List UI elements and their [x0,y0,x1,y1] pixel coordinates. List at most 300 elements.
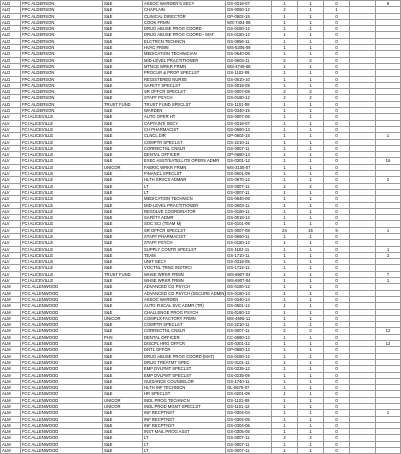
table-cell[interactable]: 1 [298,215,324,221]
table-cell[interactable]: DRUG ABUSE PROG COORD - MAT [143,32,226,38]
table-cell[interactable]: MTNCE WRKR FRMN [143,63,226,69]
table-cell[interactable]: CH PHARMACIST [143,126,226,132]
table-cell[interactable]: GP-0602-15 [226,133,272,139]
table-cell[interactable]: ALM [1,366,21,372]
table-cell[interactable]: S&E [103,359,143,365]
table-cell[interactable]: FPC ALDERSON [21,51,103,57]
table-cell[interactable]: 2 [298,57,324,63]
table-cell[interactable]: 1 [298,32,324,38]
table-cell[interactable]: 1 [272,126,298,132]
table-cell[interactable]: GS-0007-11 [226,189,272,195]
table-cell[interactable]: 0 [324,341,350,347]
table-cell[interactable]: 0 [324,202,350,208]
table-cell[interactable]: FPC ALDERSON [21,70,103,76]
table-cell[interactable]: ALM [1,397,21,403]
table-cell[interactable]: FCC ALLENWOOD [21,385,103,391]
table-cell[interactable]: 1 [272,19,298,25]
table-cell[interactable]: FPC ALDERSON [21,101,103,107]
table-cell[interactable]: 0 [324,45,350,51]
table-cell[interactable]: COMPTR SPECLST [143,139,226,145]
table-cell[interactable]: ALM [1,341,21,347]
table-cell[interactable]: FCI ALICEVILLE [21,227,103,233]
table-cell[interactable]: GS-0856-11 [226,38,272,44]
table-cell[interactable]: CAPTAIN'S SECY [143,120,226,126]
table-cell[interactable]: GS-1740-11 [226,378,272,384]
table-cell[interactable]: 1 [298,353,324,359]
table-cell[interactable]: 1 [298,101,324,107]
table-cell[interactable]: DRUG ABUSE PROG COORD (MAT) [143,353,226,359]
table-cell[interactable]: 1 [376,133,401,139]
table-cell[interactable]: GS-1710-11 [226,252,272,258]
table-cell[interactable]: S&E [103,296,143,302]
table-cell[interactable]: 2 [298,89,324,95]
table-cell[interactable]: 1 [272,76,298,82]
table-cell[interactable]: ALM [1,410,21,416]
table-cell[interactable]: 1 [298,126,324,132]
table-cell[interactable]: GS-0180-12 [226,240,272,246]
table-cell[interactable]: GS-0318-07 [226,1,272,7]
table-cell[interactable]: ASSOC WARDEN [143,296,226,302]
table-cell[interactable]: FPC ALDERSON [21,13,103,19]
table-cell[interactable]: 1 [298,152,324,158]
table-cell[interactable]: INF RECPTNST [143,416,226,422]
table-cell[interactable]: 1 [298,391,324,397]
table-cell[interactable]: 0 [324,410,350,416]
table-cell[interactable]: 1 [298,63,324,69]
table-cell[interactable]: TEAM [143,252,226,258]
table-cell[interactable]: RESOLVE COORDINATOR [143,208,226,214]
table-cell[interactable]: ALM [1,385,21,391]
table-cell[interactable]: ALV [1,208,21,214]
table-cell[interactable]: 1 [298,315,324,321]
table-cell[interactable]: 1 [298,265,324,271]
table-cell[interactable]: 0 [324,265,350,271]
table-cell[interactable]: WS-7404-08 [226,19,272,25]
table-cell[interactable]: S&E [103,171,143,177]
table-cell[interactable]: 2 [272,183,298,189]
table-cell[interactable]: S&E [103,177,143,183]
table-cell[interactable]: FCC ALLENWOOD [21,347,103,353]
table-cell[interactable]: 1 [272,359,298,365]
table-cell[interactable]: FPC ALDERSON [21,7,103,13]
table-cell[interactable]: 0 [324,385,350,391]
table-cell[interactable]: LT [143,448,226,454]
table-cell[interactable]: FPC ALDERSON [21,1,103,7]
table-cell[interactable]: UNICOR [103,315,143,321]
table-cell[interactable]: 1 [298,26,324,32]
table-cell[interactable]: 12 [376,328,401,334]
table-cell[interactable]: FPC ALDERSON [21,38,103,44]
table-cell[interactable]: FCC ALLENWOOD [21,334,103,340]
table-cell[interactable]: ALV [1,177,21,183]
table-cell[interactable]: PROCUR & PROP SPECLST [143,70,226,76]
table-cell[interactable]: 1 [376,410,401,416]
table-cell[interactable]: 2 [376,252,401,258]
table-cell[interactable]: DENTAL OFFICER [143,334,226,340]
table-cell[interactable]: 2 [298,183,324,189]
table-cell[interactable]: 1 [272,70,298,76]
table-cell[interactable]: GS-0235-09 [226,372,272,378]
table-cell[interactable]: 1 [298,158,324,164]
table-cell[interactable]: 1 [298,233,324,239]
table-cell[interactable]: GS-0610-10 [226,76,272,82]
table-cell[interactable]: S&E [103,63,143,69]
table-cell[interactable]: 0 [324,315,350,321]
table-cell[interactable]: WS-6907-04 [226,278,272,284]
table-cell[interactable]: LT [143,183,226,189]
table-cell[interactable]: 1 [272,63,298,69]
table-cell[interactable]: S&E [103,372,143,378]
table-cell[interactable]: GS-0603-11 [226,202,272,208]
table-cell[interactable]: FCC ALLENWOOD [21,404,103,410]
table-cell[interactable]: ALV [1,120,21,126]
table-cell[interactable]: 1 [272,416,298,422]
table-cell[interactable]: 0 [324,70,350,76]
table-cell[interactable]: COOK FRMN [143,19,226,25]
table-cell[interactable]: GS-0007-11 [226,328,272,334]
table-cell[interactable]: 1 [376,246,401,252]
table-cell[interactable]: ALM [1,391,21,397]
table-cell[interactable]: FCC ALLENWOOD [21,410,103,416]
table-cell[interactable]: GS-1101-12 [226,404,272,410]
table-cell[interactable]: ALM [1,441,21,447]
table-cell[interactable]: 1 [272,309,298,315]
table-cell[interactable]: SAFETY SPECLST [143,82,226,88]
table-cell[interactable]: 0 [324,429,350,435]
table-cell[interactable]: S&E [103,303,143,309]
table-cell[interactable]: 1 [272,372,298,378]
table-cell[interactable]: FCI ALICEVILLE [21,126,103,132]
table-cell[interactable]: FCI ALICEVILLE [21,120,103,126]
table-cell[interactable]: FCI ALICEVILLE [21,183,103,189]
table-cell[interactable]: 1 [272,196,298,202]
table-cell[interactable]: 1 [272,391,298,397]
table-cell[interactable]: 0 [324,435,350,441]
table-cell[interactable]: 1 [298,196,324,202]
table-cell[interactable]: ALM [1,334,21,340]
table-cell[interactable]: 1 [298,296,324,302]
table-cell[interactable]: 1 [272,208,298,214]
table-cell[interactable]: 2 [298,95,324,101]
table-cell[interactable]: 1 [272,45,298,51]
table-cell[interactable]: 0 [324,32,350,38]
table-row[interactable] [1,448,401,454]
table-cell[interactable]: S&E [103,221,143,227]
table-cell[interactable]: ALV [1,171,21,177]
table-cell[interactable]: 1 [298,246,324,252]
table-cell[interactable]: 0 [324,259,350,265]
table-cell[interactable]: 0 [324,366,350,372]
table-cell[interactable]: FCI ALICEVILLE [21,171,103,177]
table-cell[interactable]: 0 [324,309,350,315]
table-cell[interactable]: DENTAL OFFICER [143,152,226,158]
table-cell[interactable]: COMPLX FACTORY FRMN [143,315,226,321]
table-cell[interactable]: 2 [298,328,324,334]
table-cell[interactable]: S&E [103,309,143,315]
table-cell[interactable]: 1 [298,189,324,195]
table-cell[interactable]: ALM [1,309,21,315]
table-cell[interactable]: 1 [298,378,324,384]
table-cell[interactable]: GP-0602-15 [226,13,272,19]
table-cell[interactable]: 1 [272,152,298,158]
table-cell[interactable]: FCI ALICEVILLE [21,252,103,258]
table-cell[interactable]: GS-0318-07 [226,120,272,126]
table-cell[interactable]: GS-0007-11 [226,183,272,189]
table-cell[interactable]: 0 [324,51,350,57]
table-cell[interactable]: DRUG TREATMT SPEC [143,359,226,365]
table-cell[interactable]: FCI ALICEVILLE [21,189,103,195]
table-cell[interactable]: 0 [324,378,350,384]
table-cell[interactable]: S&E [103,7,143,13]
table-cell[interactable]: 1 [272,334,298,340]
table-cell[interactable]: 0 [324,441,350,447]
table-cell[interactable]: 1 [298,120,324,126]
table-cell[interactable]: GS-0340-15 [226,108,272,114]
table-cell[interactable]: 1 [298,385,324,391]
table-cell[interactable]: ALV [1,259,21,265]
table-cell[interactable]: FPC ALDERSON [21,32,103,38]
table-cell[interactable]: ALM [1,422,21,428]
table-cell[interactable]: FPC ALDERSON [21,19,103,25]
table-cell[interactable]: 0 [324,95,350,101]
table-cell[interactable]: ALD [1,89,21,95]
table-cell[interactable]: 0 [324,145,350,151]
table-cell[interactable]: 2 [272,7,298,13]
table-cell[interactable]: 1 [272,26,298,32]
table-cell[interactable]: AUTO FISCAL SVC ADMR (TR) [143,303,226,309]
table-cell[interactable]: FCC ALLENWOOD [21,378,103,384]
table-cell[interactable]: 0 [324,290,350,296]
table-cell[interactable]: ALD [1,51,21,57]
table-cell[interactable]: 1 [272,246,298,252]
table-cell[interactable]: 1 [376,227,401,233]
table-cell[interactable]: FCC ALLENWOOD [21,448,103,454]
table-cell[interactable]: S&E [103,208,143,214]
table-cell[interactable]: WHSE WRKR FRMN [143,271,226,277]
table-cell[interactable]: S&E [103,284,143,290]
table-cell[interactable]: FCC ALLENWOOD [21,429,103,435]
table-cell[interactable]: ALV [1,215,21,221]
table-cell[interactable]: 1 [298,303,324,309]
table-cell[interactable]: 0 [324,278,350,284]
table-cell[interactable]: FCI ALICEVILLE [21,265,103,271]
table-cell[interactable]: MID-LEVEL PRACTITIONER [143,202,226,208]
table-cell[interactable]: S&E [103,328,143,334]
table-cell[interactable]: GS-1712-11 [226,265,272,271]
table-cell[interactable]: HVAC FRMN [143,45,226,51]
table-cell[interactable]: S&E [103,252,143,258]
table-cell[interactable]: 1 [272,353,298,359]
table-cell[interactable]: S&E [103,114,143,120]
table-cell[interactable]: S&E [103,246,143,252]
table-cell[interactable]: GS-0318-05 [226,259,272,265]
table-cell[interactable]: 2 [376,177,401,183]
table-cell[interactable]: ALV [1,221,21,227]
table-cell[interactable]: GS-0301-12 [226,341,272,347]
table-cell[interactable]: ALM [1,435,21,441]
table-cell[interactable]: WS-4605-11 [226,315,272,321]
table-cell[interactable]: 0 [324,120,350,126]
table-cell[interactable]: 1 [298,70,324,76]
table-cell[interactable]: S&E [103,410,143,416]
table-cell[interactable]: FCC ALLENWOOD [21,391,103,397]
table-cell[interactable]: 1 [298,202,324,208]
table-cell[interactable]: GS-0670-12 [226,177,272,183]
table-cell[interactable]: FCC ALLENWOOD [21,328,103,334]
table-cell[interactable]: S&E [103,133,143,139]
table-cell[interactable]: S&E [103,435,143,441]
table-cell[interactable]: 0 [324,177,350,183]
table-cell[interactable]: FCC ALLENWOOD [21,284,103,290]
table-cell[interactable]: GS-2210-11 [226,322,272,328]
table-cell[interactable]: AUTO OPER HT [143,114,226,120]
table-cell[interactable]: S&E [103,189,143,195]
table-cell[interactable]: ADVANCED CG PSYCH [143,284,226,290]
table-cell[interactable]: S&E [103,448,143,454]
table-cell[interactable]: 0 [324,271,350,277]
table-cell[interactable]: 1 [298,341,324,347]
table-cell[interactable]: WHSE WRKR FRMN [143,278,226,284]
table-cell[interactable]: FCC ALLENWOOD [21,416,103,422]
table-cell[interactable]: 1 [272,13,298,19]
table-cell[interactable]: TRUST FUND [103,101,143,107]
table-cell[interactable]: 1 [272,410,298,416]
table-cell[interactable]: S&E [103,145,143,151]
table-cell[interactable]: 1 [298,133,324,139]
table-cell[interactable]: 1 [272,1,298,7]
table-cell[interactable]: 1 [298,322,324,328]
table-cell[interactable]: ALM [1,284,21,290]
table-cell[interactable]: FCI ALICEVILLE [21,271,103,277]
table-cell[interactable]: CHALLENGE PROG PSYCH [143,309,226,315]
table-cell[interactable]: FCC ALLENWOOD [21,366,103,372]
table-cell[interactable]: 1 [272,189,298,195]
table-cell[interactable]: 1 [272,215,298,221]
table-cell[interactable]: 2 [272,95,298,101]
table-cell[interactable]: UNICOR [103,164,143,170]
table-cell[interactable]: 0 [324,13,350,19]
table-cell[interactable]: 7 [376,271,401,277]
table-cell[interactable]: 0 [324,334,350,340]
table-cell[interactable]: 1 [272,158,298,164]
table-cell[interactable]: 1 [298,334,324,340]
table-cell[interactable]: FCI ALICEVILLE [21,233,103,239]
table-cell[interactable]: 16 [376,158,401,164]
table-cell[interactable]: MID-LEVEL PRACTITIONER [143,57,226,63]
table-cell[interactable]: 1 [298,404,324,410]
table-cell[interactable]: GS-0180-13 [226,290,272,296]
table-cell[interactable]: 0 [324,38,350,44]
table-cell[interactable]: WS-5306-09 [226,45,272,51]
table-cell[interactable]: GS-0101-09 [226,221,272,227]
table-cell[interactable]: GS-0007-11 [226,145,272,151]
table-cell[interactable]: INF RECPTNST [143,422,226,428]
table-cell[interactable]: 0 [324,82,350,88]
table-cell[interactable]: ALV [1,271,21,277]
table-cell[interactable]: 0 [324,126,350,132]
table-cell[interactable]: 1 [272,82,298,88]
table-cell[interactable]: GS-0007-11 [226,441,272,447]
table-cell[interactable]: FCC ALLENWOOD [21,397,103,403]
table-cell[interactable]: FCI ALICEVILLE [21,221,103,227]
table-cell[interactable]: LT [143,441,226,447]
table-cell[interactable]: TRUST FUND [103,271,143,277]
table-cell[interactable]: GS-0235-12 [226,366,272,372]
table-cell[interactable]: 1 [298,366,324,372]
table-cell[interactable]: S&E [103,385,143,391]
table-cell[interactable]: 1 [298,13,324,19]
table-cell[interactable]: ALD [1,108,21,114]
table-cell[interactable]: 1 [298,448,324,454]
table-cell[interactable]: S&E [103,215,143,221]
table-cell[interactable]: 0 [324,215,350,221]
table-cell[interactable]: 1 [298,38,324,44]
table-cell[interactable]: S&E [103,196,143,202]
table-cell[interactable]: GS-0018-09 [226,82,272,88]
table-cell[interactable]: FCC ALLENWOOD [21,353,103,359]
table-cell[interactable]: CORRECTNL CNSLR [143,145,226,151]
table-cell[interactable]: ALV [1,164,21,170]
table-cell[interactable]: S&E [103,26,143,32]
table-cell[interactable]: ALV [1,278,21,284]
table-cell[interactable]: 2 [272,328,298,334]
table-cell[interactable]: FCI ALICEVILLE [21,196,103,202]
table-cell[interactable]: 0 [324,353,350,359]
table-cell[interactable]: FPC ALDERSON [21,95,103,101]
table-cell[interactable]: S&E [103,158,143,164]
table-cell[interactable]: GUIDANCE COUNSELOR [143,378,226,384]
table-cell[interactable]: 1 [298,240,324,246]
table-cell[interactable]: S&E [103,95,143,101]
table-cell[interactable]: 2 [298,435,324,441]
table-cell[interactable]: 1 [272,366,298,372]
table-cell[interactable]: 1 [298,309,324,315]
table-cell[interactable]: ALV [1,139,21,145]
table-cell[interactable]: GS-0007-11 [226,435,272,441]
table-cell[interactable]: FPC ALDERSON [21,63,103,69]
table-cell[interactable]: FCI ALICEVILLE [21,158,103,164]
table-cell[interactable]: 1 [298,1,324,7]
table-cell[interactable]: ALM [1,416,21,422]
table-cell[interactable]: S&E [103,82,143,88]
table-cell[interactable]: S&E [103,152,143,158]
table-cell[interactable]: S&E [103,108,143,114]
table-cell[interactable]: GS-0180-12 [226,309,272,315]
table-cell[interactable]: FCI ALICEVILLE [21,139,103,145]
table-cell[interactable]: ALD [1,45,21,51]
table-cell[interactable]: 1 [298,76,324,82]
table-cell[interactable]: STAFF PSYCH [143,240,226,246]
table-cell[interactable]: LT [143,435,226,441]
table-cell[interactable]: ALD [1,38,21,44]
table-cell[interactable]: ALM [1,296,21,302]
table-cell[interactable]: S&E [103,57,143,63]
table-cell[interactable]: FCI ALICEVILLE [21,133,103,139]
table-cell[interactable]: 2 [272,89,298,95]
table-cell[interactable]: ELCTRCN TECHNCN [143,38,226,44]
table-cell[interactable]: ALM [1,404,21,410]
table-cell[interactable]: ALD [1,32,21,38]
table-cell[interactable]: 0 [324,57,350,63]
table-cell[interactable]: 0 [324,284,350,290]
table-cell[interactable]: GS-0180-12 [226,353,272,359]
table-cell[interactable]: SR OFFCR SPECLST [143,227,226,233]
table-cell[interactable]: 1 [272,202,298,208]
table-cell[interactable]: 1 [272,296,298,302]
table-cell[interactable]: PHS [103,334,143,340]
table-cell[interactable]: 1 [272,252,298,258]
table-cell[interactable]: GS-0101-11 [226,359,272,365]
